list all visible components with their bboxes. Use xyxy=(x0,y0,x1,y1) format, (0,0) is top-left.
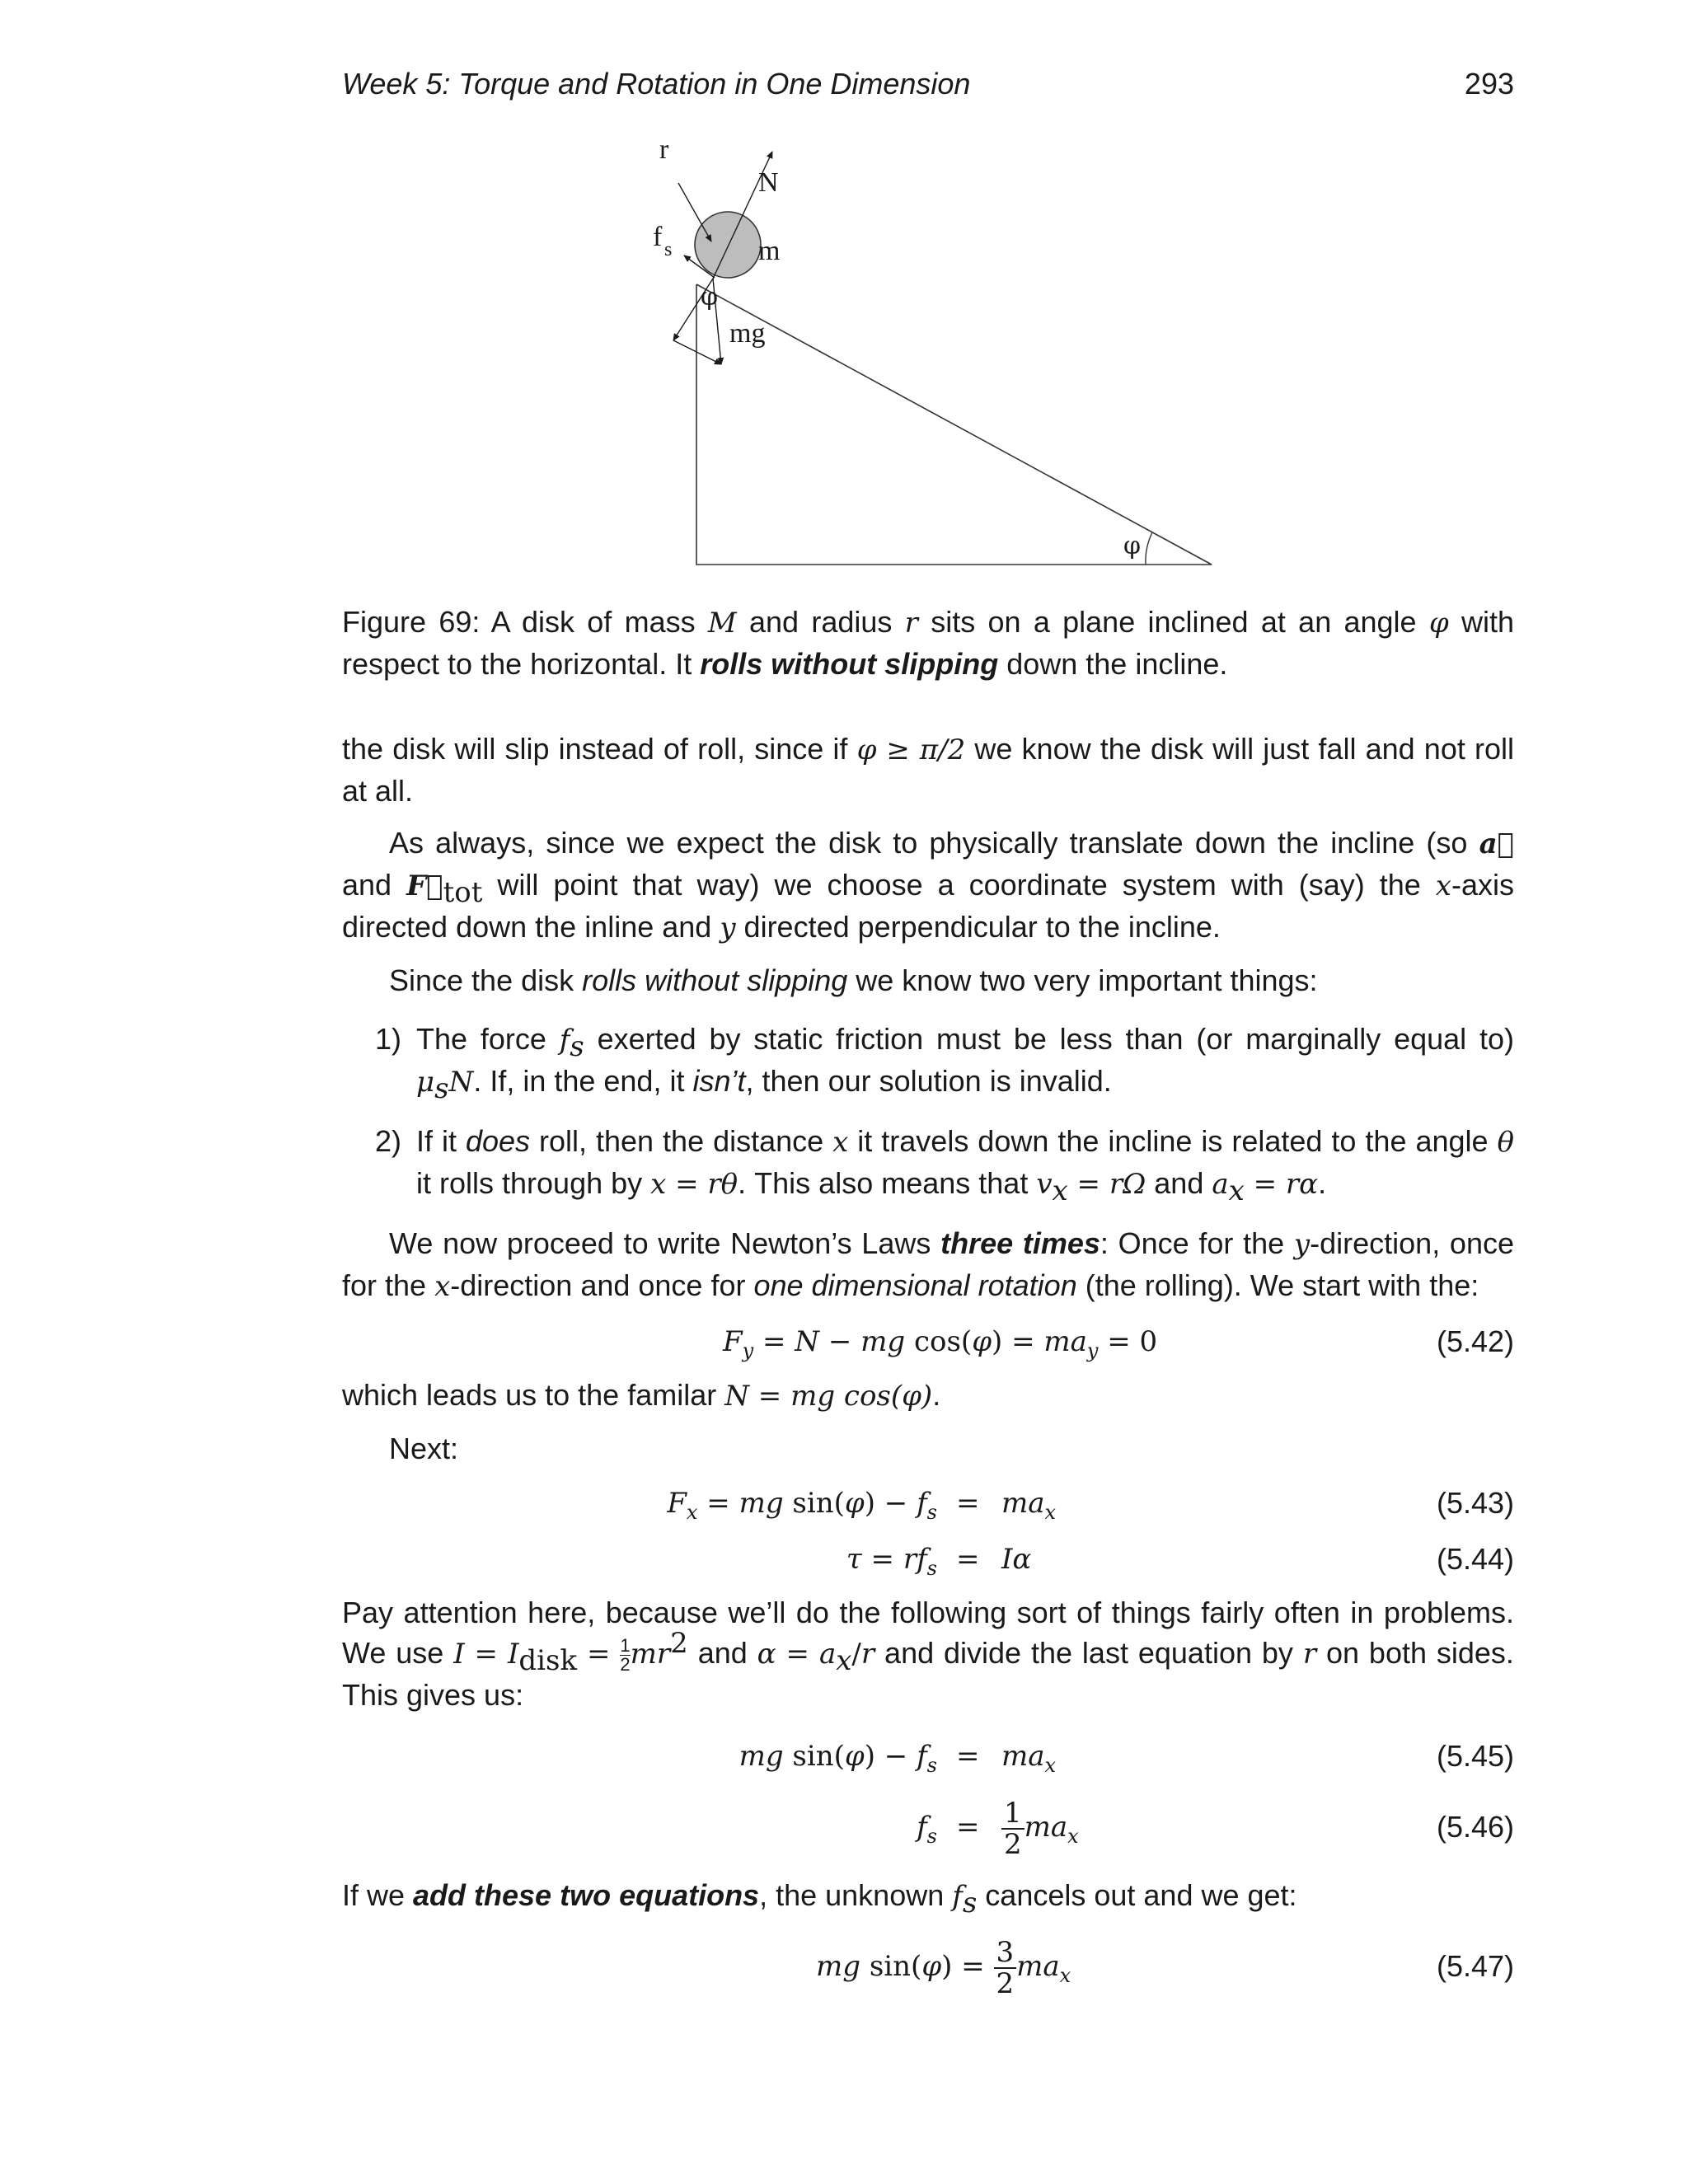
text: and xyxy=(342,868,407,902)
text: Pay attention here, because we’ll do the following sort of things fairly often in problems. We use xyxy=(342,1596,1514,1670)
text: roll, then the distance xyxy=(530,1124,833,1158)
inline-math: x xyxy=(832,1126,849,1159)
equation-equals: = xyxy=(956,1811,980,1844)
text: we know the disk will just fall and not roll at all. xyxy=(342,732,1515,808)
caption-text: with respect to the horizontal. It xyxy=(342,605,1514,681)
conditions-list xyxy=(342,1019,1514,1208)
paragraph-attention: Pay attention here, because we’ll do the following sort of things fairly often in problems. We use $I = I_{disk}$ = $\frac{1}{2}$ $mr^2$ and $\alpha = a_x/r$ and divide the last equation by r on both sides. This gives us: xyxy=(342,1596,1514,1712)
body-text xyxy=(342,602,1514,2014)
paragraph-slip xyxy=(342,729,1514,811)
text: . If, in the end, it xyxy=(473,1064,693,1098)
running-head xyxy=(342,64,1514,104)
text: : Once for the xyxy=(1100,1226,1294,1260)
text: and divide the last equation by xyxy=(874,1636,1303,1670)
label-m: m xyxy=(758,236,781,266)
vector-a xyxy=(1479,827,1514,860)
inline-math: x = rθ xyxy=(650,1168,738,1201)
paragraph-add xyxy=(342,1875,1514,1920)
inline-math: y xyxy=(720,912,736,944)
component-perpendicular xyxy=(673,340,721,364)
equation-lhs: $f_s$ xyxy=(917,1811,937,1848)
caption-text: down the incline. xyxy=(998,647,1228,681)
text: directed perpendicular to the incline. xyxy=(735,910,1221,944)
caption-math: r xyxy=(904,607,918,640)
text: and xyxy=(687,1636,757,1670)
equation-5-43 xyxy=(342,1480,1514,1526)
inline-math: x xyxy=(1435,869,1451,902)
text: Since the disk xyxy=(389,963,583,997)
inline-fraction: $\frac{1}{2}$ xyxy=(620,1634,631,1675)
equation-5-45 xyxy=(342,1733,1514,1779)
text: . xyxy=(932,1378,941,1412)
inline-math: f xyxy=(952,1880,963,1913)
text: We now proceed to write Newton’s Laws xyxy=(389,1226,941,1260)
incline-figure xyxy=(626,132,1220,577)
equation-number: (5.46) xyxy=(1436,1810,1514,1844)
caption-math: M xyxy=(707,607,737,640)
paragraph-coordinates xyxy=(342,823,1514,949)
chapter-title: Week 5: Torque and Rotation in One Dimension xyxy=(342,67,971,101)
inline-math: a xyxy=(1212,1168,1229,1201)
fraction: $\frac{3}{2}$ xyxy=(994,1938,1017,1999)
equation-rhs: $ma_x$ xyxy=(1001,1487,1057,1524)
label-r: r xyxy=(659,134,669,165)
text: we know two very important things: xyxy=(847,963,1318,997)
inline-math: x xyxy=(434,1270,451,1303)
paragraph-next: Next: xyxy=(389,1432,459,1465)
equation-5-42 xyxy=(342,1319,1514,1365)
equation-expression: $F_y = N$ − mg $\cos(\varphi) = ma_y = 0$ xyxy=(723,1325,1158,1362)
text: (the rolling). We start with the: xyxy=(1076,1268,1479,1302)
paragraph-normal xyxy=(342,1375,1514,1417)
text: -axis directed down the inline and xyxy=(342,868,1514,944)
text: . This also means that xyxy=(738,1166,1037,1200)
equation-lhs: $F_x$ = mg $\sin(\varphi) - f_s$ xyxy=(667,1487,937,1524)
list-item xyxy=(342,1121,1514,1208)
text: cancels out and we get: xyxy=(977,1878,1297,1912)
inline-math: θ xyxy=(1497,1126,1514,1159)
list-number: 2) xyxy=(375,1124,402,1158)
emphasis: three times xyxy=(940,1226,1100,1260)
inline-math: N xyxy=(448,1066,474,1099)
equation-number: (5.45) xyxy=(1436,1739,1514,1773)
text: it travels down the incline is related to the angle xyxy=(848,1124,1498,1158)
equation-rhs: $ma_x$ xyxy=(1001,1740,1057,1777)
incline-plane xyxy=(696,284,1212,565)
text: If it xyxy=(416,1124,466,1158)
label-mg: mg xyxy=(729,318,766,349)
equation-lhs: $\tau = rf_s$ xyxy=(846,1543,937,1580)
equation-number: (5.42) xyxy=(1436,1324,1514,1358)
subscript: s xyxy=(434,1072,449,1106)
label-fs: f xyxy=(653,222,663,252)
equation-equals: = xyxy=(956,1487,980,1520)
inline-math: f xyxy=(559,1024,570,1057)
subscript: x xyxy=(1052,1174,1068,1208)
equation-5-46 xyxy=(342,1789,1514,1865)
equation-5-47 xyxy=(342,1929,1514,2004)
label-phi-bottom: φ xyxy=(1123,532,1142,560)
text: the disk will slip instead of roll, since if xyxy=(342,732,857,766)
paragraph-newton xyxy=(342,1223,1514,1307)
text: If we xyxy=(342,1878,414,1912)
emphasis: does xyxy=(465,1124,531,1158)
equation-rhs: $\frac{1}{2}$ $ma_x$ xyxy=(1001,1789,1079,1865)
radius-arrow xyxy=(678,183,711,241)
inline-math: μ xyxy=(416,1066,435,1099)
subscript: x xyxy=(1228,1174,1245,1208)
equation-5-44 xyxy=(342,1536,1514,1582)
label-N: N xyxy=(758,167,779,198)
paragraph-rolls xyxy=(342,960,1514,1001)
text: -direction, once for the xyxy=(342,1226,1514,1302)
subscript: tot xyxy=(443,876,483,910)
label-phi-top: φ xyxy=(701,283,719,312)
subscript: s xyxy=(570,1030,584,1064)
inline-math: N = mg cos(φ) xyxy=(724,1380,933,1413)
list-number: 1) xyxy=(375,1022,402,1056)
list-item xyxy=(342,1019,1514,1106)
equation-equals: = xyxy=(956,1543,980,1576)
disk xyxy=(695,212,761,278)
text: , the unknown xyxy=(759,1878,953,1912)
label-fs-sub: s xyxy=(664,239,673,260)
caption-text: and radius xyxy=(736,605,905,639)
emphasis: one dimensional rotation xyxy=(753,1268,1077,1302)
text: and xyxy=(1146,1166,1212,1200)
text: will point that way) we choose a coordinate system with (say) the xyxy=(482,868,1436,902)
equation-lhs: mg $\sin(\varphi) - f_s$ xyxy=(738,1740,937,1777)
incline-diagram xyxy=(626,132,1220,577)
inline-math: v xyxy=(1036,1168,1053,1201)
subscript: s xyxy=(962,1886,978,1920)
text: exerted by static friction must be less than (or marginally equal to) xyxy=(584,1022,1514,1056)
equation-rhs: Iα xyxy=(1001,1543,1032,1576)
fraction: $\frac{1}{2}$ xyxy=(1001,1798,1025,1859)
caption-text: sits on a plane inclined at an angle xyxy=(917,605,1429,639)
text: The force xyxy=(416,1022,560,1056)
inline-math: = rα xyxy=(1244,1168,1319,1201)
page-number: 293 xyxy=(1464,67,1514,101)
inline-math: φ ≥ π/2 xyxy=(856,733,966,766)
equation-number: (5.43) xyxy=(1436,1486,1514,1520)
text: which leads us to the familar xyxy=(342,1378,725,1412)
bottom-angle-arc xyxy=(1146,532,1152,565)
inline-math: r xyxy=(1302,1638,1317,1671)
equation-equals: = xyxy=(956,1740,980,1773)
caption-emphasis: rolls without slipping xyxy=(700,647,999,681)
emphasis: isn’t xyxy=(692,1064,746,1098)
inline-math: = rΩ xyxy=(1067,1168,1146,1201)
text: . xyxy=(1318,1166,1327,1200)
emphasis: add these two equations xyxy=(413,1878,760,1912)
text: As always, since we expect the disk to physically translate down the incline (so xyxy=(389,826,1479,860)
equation-number: (5.47) xyxy=(1436,1949,1514,1983)
caption-math: φ xyxy=(1428,607,1449,640)
caption-text: Figure 69: A disk of mass xyxy=(342,605,708,639)
vector-F-letter: F xyxy=(406,869,443,902)
text: , then our solution is invalid. xyxy=(745,1064,1112,1098)
equation-number: (5.44) xyxy=(1436,1542,1514,1576)
figure-caption xyxy=(342,602,1514,684)
inline-math: y xyxy=(1293,1228,1311,1261)
vector-F xyxy=(406,869,443,902)
text: -direction and once for xyxy=(450,1268,754,1302)
text: on both sides. This gives us: xyxy=(342,1636,1514,1712)
text: it rolls through by xyxy=(416,1166,651,1200)
equation-expression: mg sin(φ) = $\frac{3}{2}$ $ma_x$ xyxy=(816,1936,1071,2000)
vector-a-letter: a xyxy=(1479,827,1514,860)
emphasis: rolls without slipping xyxy=(582,963,848,997)
